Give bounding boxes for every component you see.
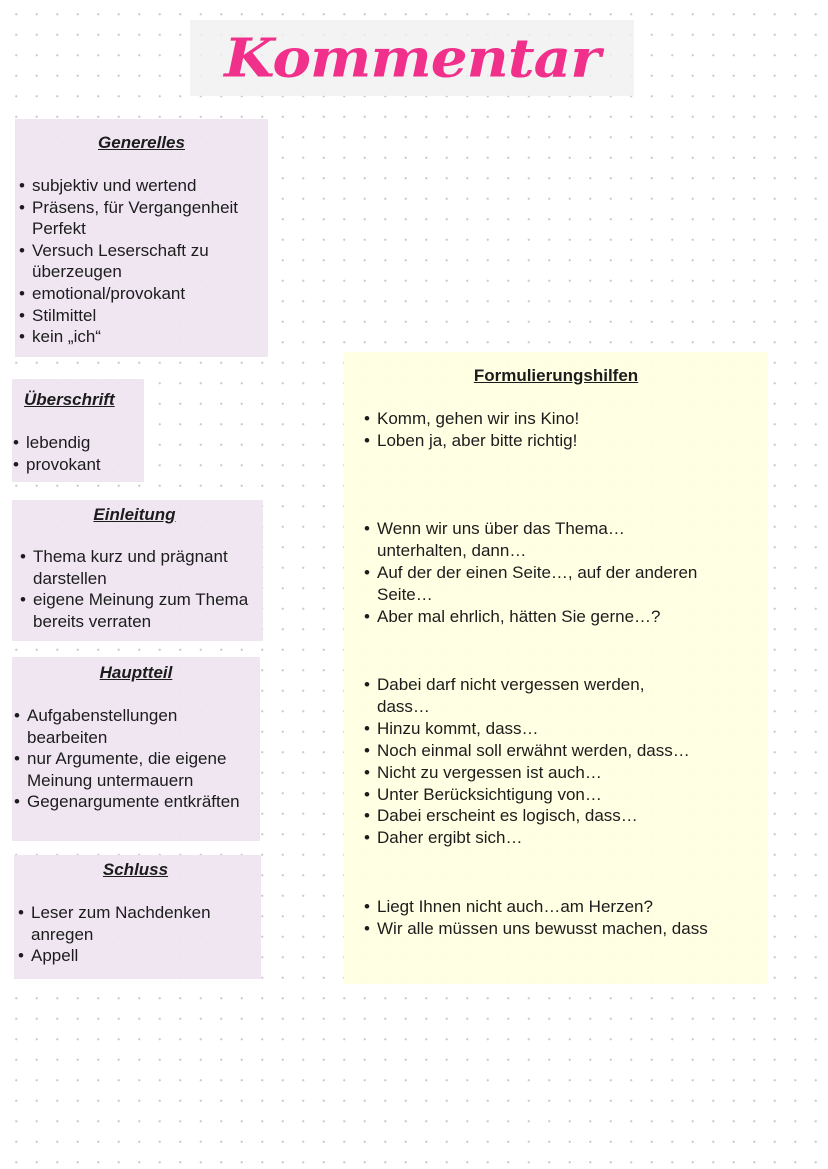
phrase-group <box>364 518 728 628</box>
list-item: • emotional/provokant <box>19 283 262 305</box>
section-einleitung <box>12 500 263 641</box>
phrase-item: • Loben ja, aber bitte richtig! <box>364 430 748 452</box>
list-item: • nur Argumente, die eigene Meinung untermauern <box>14 748 254 791</box>
phrase-item: • Auf der der einen Seite…, auf der anderen Seite… <box>364 562 728 606</box>
list-item: • Thema kurz und prägnant darstellen <box>20 546 257 589</box>
bullet-list <box>13 432 140 475</box>
list-item: • provokant <box>13 454 140 476</box>
bullet-list <box>14 705 254 813</box>
list-item: • kein „ich“ <box>19 326 262 348</box>
list-item: • subjektiv und wertend <box>19 175 262 197</box>
section-heading: Generelles <box>98 133 185 152</box>
phrase-item: • Nicht zu vergessen ist auch… <box>364 762 708 784</box>
phrase-group <box>364 674 708 849</box>
section-heading: Schluss <box>102 860 169 879</box>
list-item: • lebendig <box>13 432 140 454</box>
phrase-group <box>364 408 748 452</box>
section-heading: Einleitung <box>93 505 176 524</box>
phrase-item: • Dabei erscheint es logisch, dass… <box>364 805 708 827</box>
list-item: • eigene Meinung zum Thema bereits verraten <box>20 589 257 632</box>
list-item: • Leser zum Nachdenken anregen <box>18 902 255 945</box>
title-banner <box>190 20 634 96</box>
bullet-list <box>19 175 262 348</box>
phrase-item: • Wenn wir uns über das Thema… unterhalten, dann… <box>364 518 728 562</box>
phrase-item: • Daher ergibt sich… <box>364 827 708 849</box>
section-generelles <box>15 119 268 357</box>
phrase-item: • Wir alle müssen uns bewusst machen, dass <box>364 918 708 940</box>
phrase-item: • Dabei darf nicht vergessen werden, dass… <box>364 674 708 718</box>
list-item: • Appell <box>18 945 255 967</box>
list-item: • Stilmittel <box>19 305 262 327</box>
bullet-list <box>20 546 257 632</box>
phrase-item: • Aber mal ehrlich, hätten Sie gerne…? <box>364 606 728 628</box>
list-item: • Präsens, für Vergangenheit Perfekt <box>19 197 262 240</box>
bullet-list <box>18 902 255 967</box>
formulierungshilfen-box <box>344 352 768 984</box>
list-item: • Aufgabenstellungen bearbeiten <box>14 705 254 748</box>
phrase-item: • Unter Berücksichtigung von… <box>364 784 708 806</box>
phrase-item: • Noch einmal soll erwähnt werden, dass… <box>364 740 708 762</box>
list-item: • Gegenargumente entkräften <box>14 791 254 813</box>
section-ueberschrift <box>12 379 144 482</box>
phrase-item: • Hinzu kommt, dass… <box>364 718 708 740</box>
page-title: Kommentar <box>224 26 600 90</box>
section-heading: Überschrift <box>24 390 115 409</box>
section-heading: Hauptteil <box>99 663 173 682</box>
phrase-item: • Komm, gehen wir ins Kino! <box>364 408 748 430</box>
section-heading: Formulierungshilfen <box>473 366 639 385</box>
section-schluss <box>14 855 261 979</box>
phrase-item: • Liegt Ihnen nicht auch…am Herzen? <box>364 896 708 918</box>
list-item: • Versuch Leserschaft zu überzeugen <box>19 240 262 283</box>
section-hauptteil <box>12 657 260 841</box>
phrase-group <box>364 896 708 940</box>
